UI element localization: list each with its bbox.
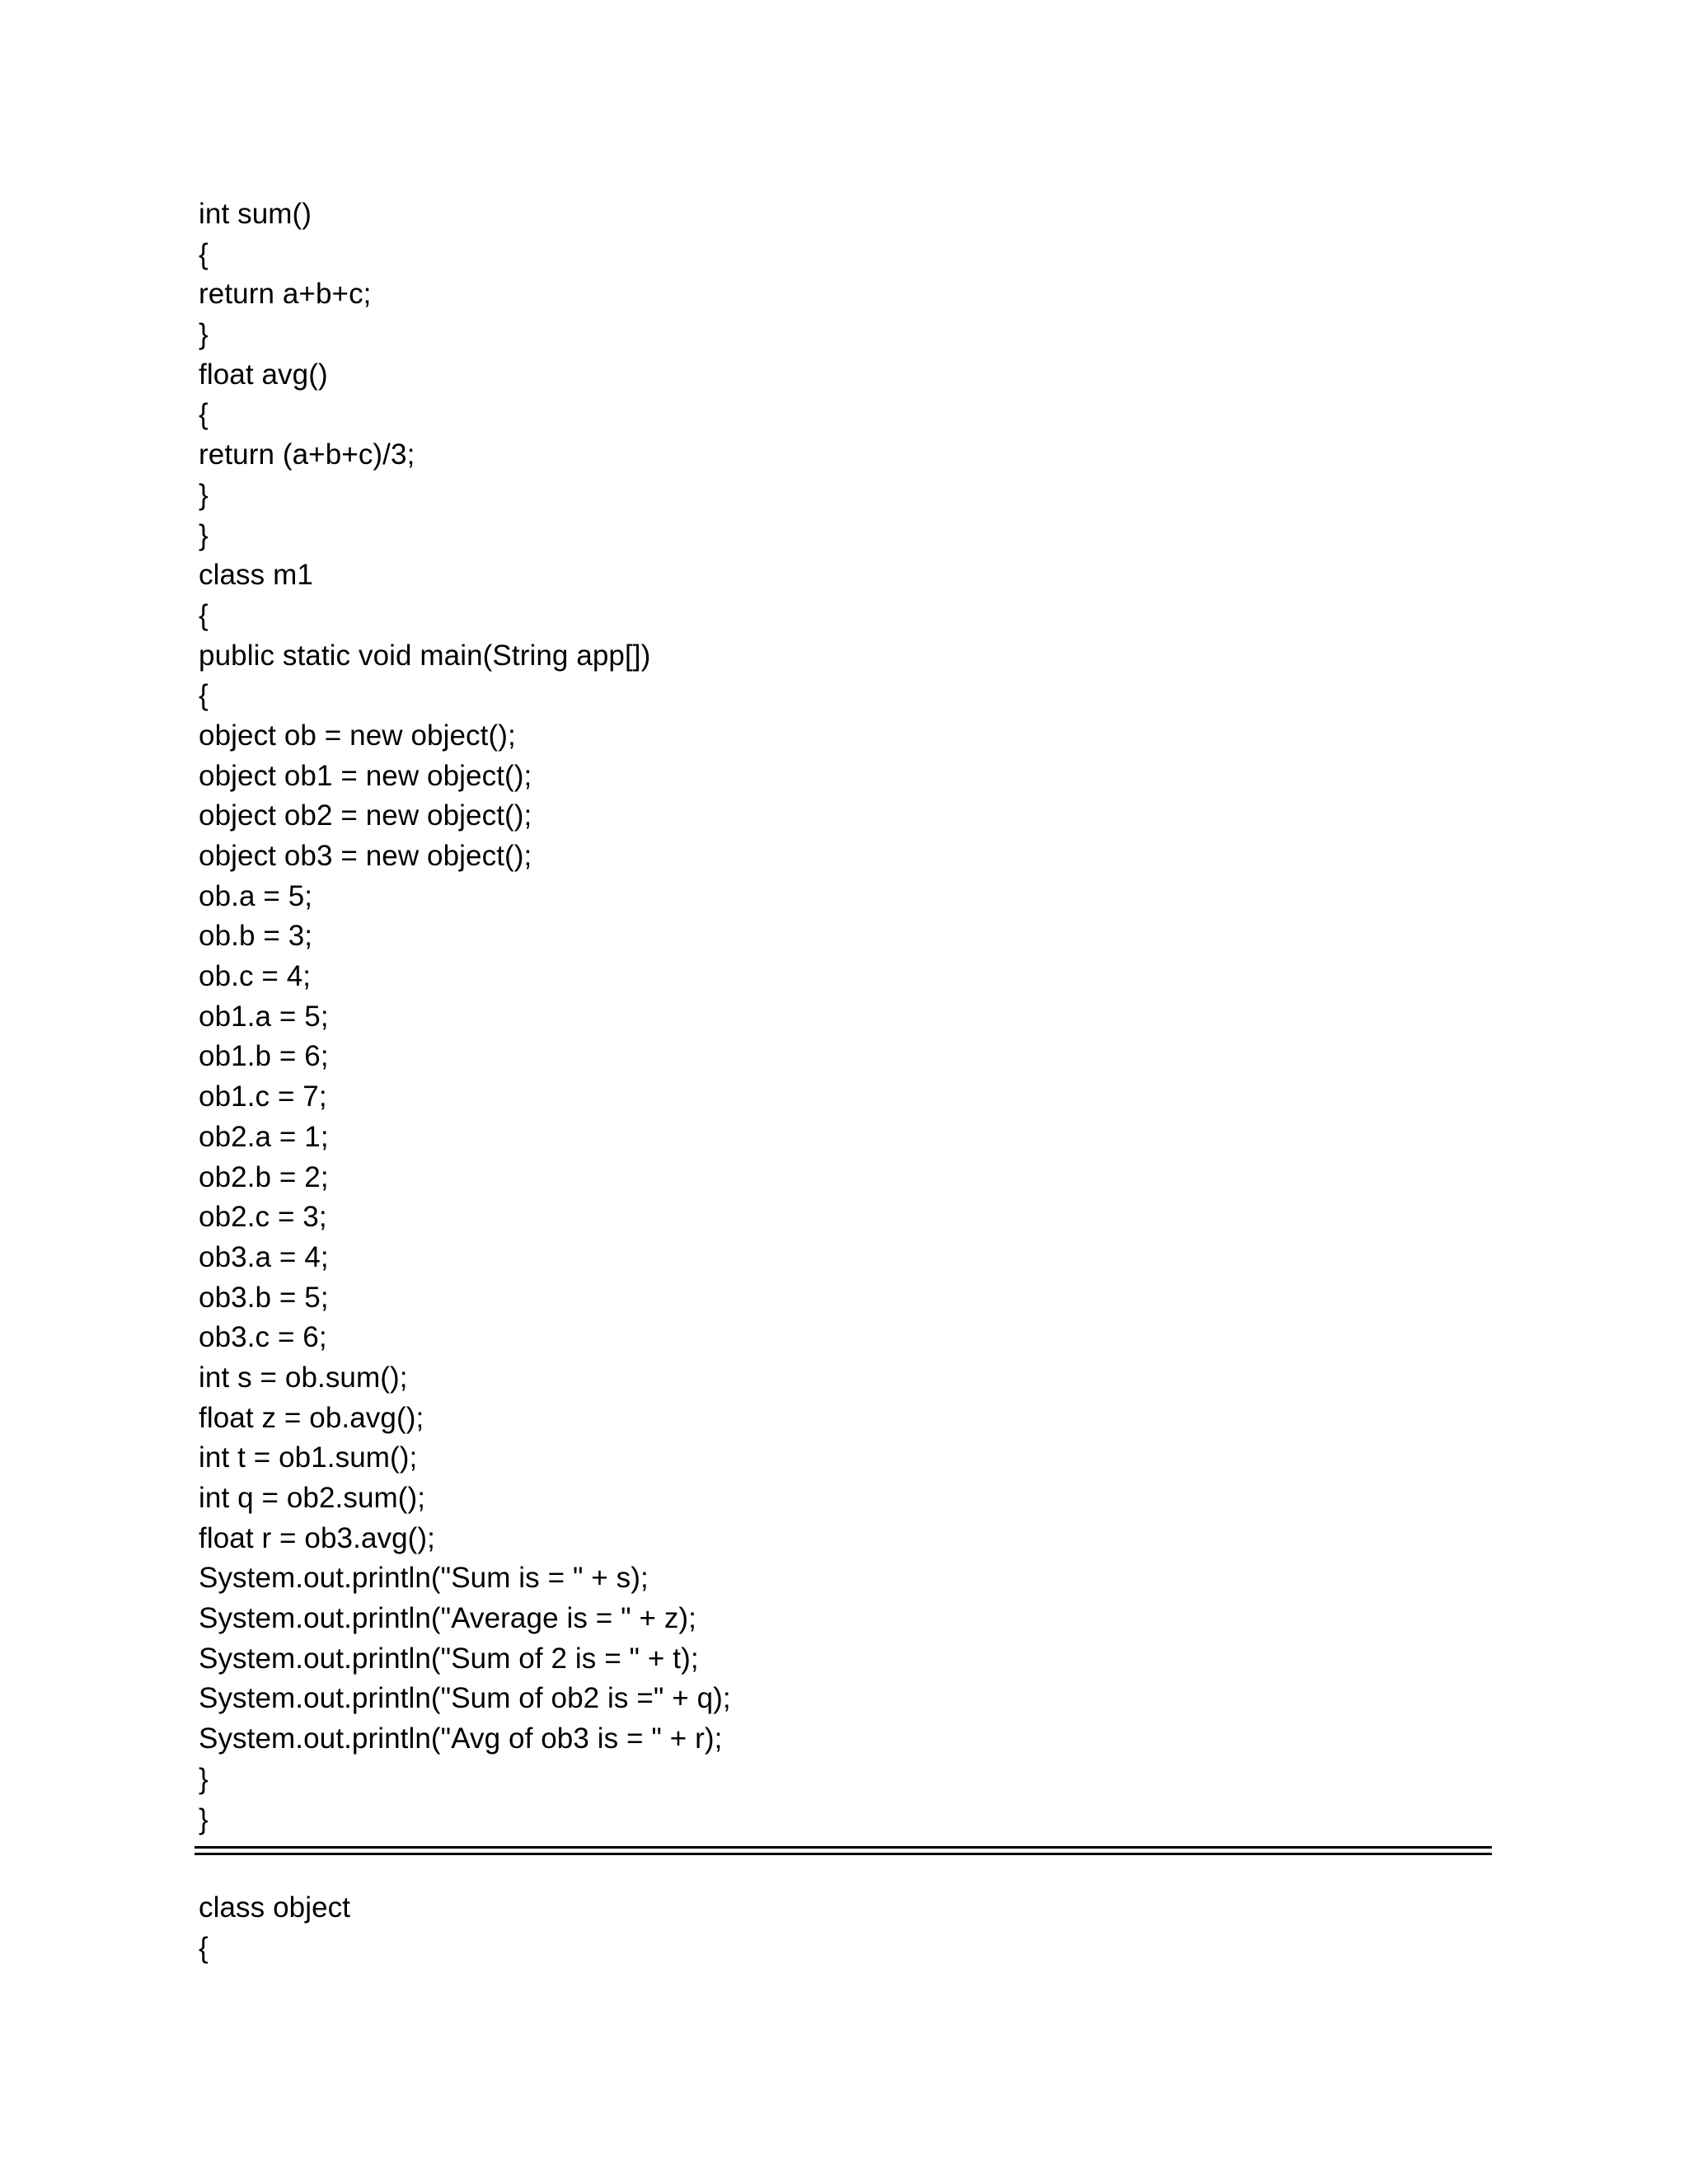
code-line: System.out.println("Sum of 2 is = " + t); bbox=[199, 1642, 699, 1675]
double-rule-top-line bbox=[195, 1846, 1492, 1849]
code-line: return a+b+c; bbox=[199, 278, 372, 311]
code-line: ob1.a = 5; bbox=[199, 1000, 329, 1033]
code-line: object ob = new object(); bbox=[199, 719, 516, 752]
code-line: ob.a = 5; bbox=[199, 879, 313, 912]
code-line: System.out.println("Sum of ob2 is =" + q); bbox=[199, 1682, 731, 1715]
code-line: } bbox=[199, 1802, 209, 1835]
code-line: return (a+b+c)/3; bbox=[199, 438, 415, 471]
double-rule-bottom-line bbox=[195, 1853, 1492, 1855]
code-line: System.out.println("Sum is = " + s); bbox=[199, 1562, 649, 1595]
code-line: float avg() bbox=[199, 358, 328, 391]
code-line: int q = ob2.sum(); bbox=[199, 1482, 426, 1514]
code-line: System.out.println("Average is = " + z); bbox=[199, 1602, 697, 1635]
code-line: { bbox=[199, 237, 209, 270]
code-line: ob3.a = 4; bbox=[199, 1240, 329, 1273]
code-line: class object bbox=[199, 1891, 351, 1924]
code-line: ob3.c = 6; bbox=[199, 1321, 327, 1354]
code-line: class m1 bbox=[199, 559, 313, 592]
code-line: ob1.c = 7; bbox=[199, 1080, 327, 1113]
code-line: ob.c = 4; bbox=[199, 960, 312, 993]
code-line: public static void main(String app[]) bbox=[199, 639, 651, 672]
code-line: float r = ob3.avg(); bbox=[199, 1521, 436, 1554]
code-line: object ob2 = new object(); bbox=[199, 799, 532, 832]
code-line: int sum() bbox=[199, 198, 312, 230]
code-line: float z = ob.avg(); bbox=[199, 1401, 424, 1434]
code-line: } bbox=[199, 478, 209, 511]
code-line: { bbox=[199, 598, 209, 631]
code-line: { bbox=[199, 398, 209, 431]
code-line: { bbox=[199, 1931, 209, 1964]
code-block-main bbox=[199, 194, 1484, 1840]
code-line: object ob3 = new object(); bbox=[199, 840, 532, 872]
code-line: } bbox=[199, 318, 209, 351]
code-line: System.out.println("Avg of ob3 is = " + r); bbox=[199, 1722, 723, 1755]
code-line: int t = ob1.sum(); bbox=[199, 1441, 418, 1474]
code-block-class-object bbox=[199, 1888, 1484, 1968]
code-line: int s = ob.sum(); bbox=[199, 1361, 408, 1394]
code-line: ob.b = 3; bbox=[199, 920, 313, 953]
code-line: { bbox=[199, 679, 209, 712]
code-line: ob2.a = 1; bbox=[199, 1120, 329, 1153]
code-line: ob3.b = 5; bbox=[199, 1281, 329, 1314]
code-line: object ob1 = new object(); bbox=[199, 759, 532, 792]
code-line: } bbox=[199, 518, 209, 551]
code-line: ob2.b = 2; bbox=[199, 1160, 329, 1193]
code-line: } bbox=[199, 1762, 209, 1795]
code-line: ob1.b = 6; bbox=[199, 1040, 329, 1073]
code-line: ob2.c = 3; bbox=[199, 1201, 327, 1234]
